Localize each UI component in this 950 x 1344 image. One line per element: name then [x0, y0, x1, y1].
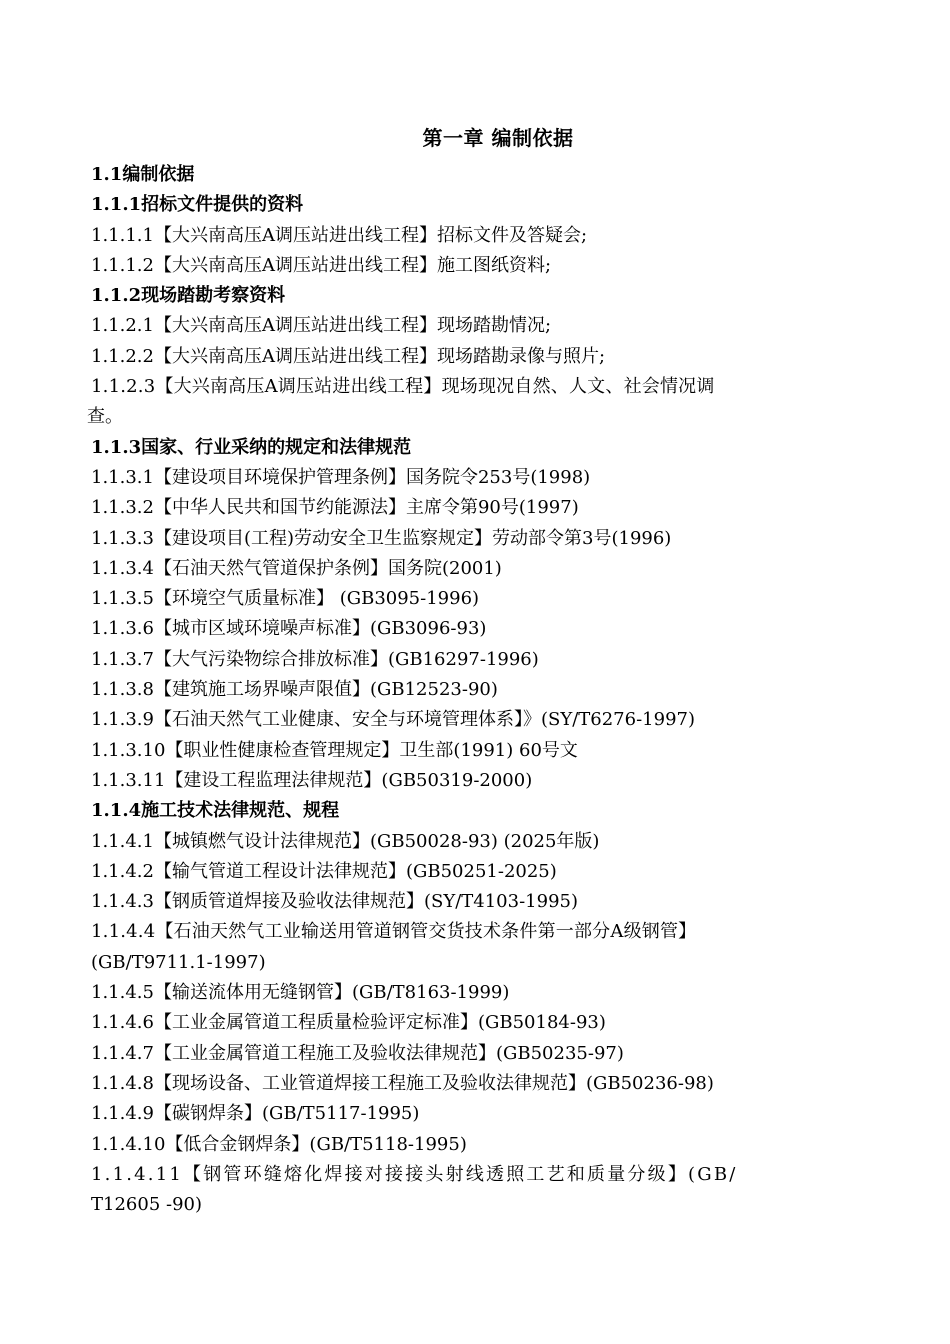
list-item: 1.1.1.2【大兴南高压A调压站进出线工程】施工图纸资料; — [91, 254, 552, 276]
list-item: 1.1.3.1【建设项目环境保护管理条例】国务院令253号(1998) — [91, 466, 591, 488]
list-item: 1.1.3.9【石油天然气工业健康、安全与环境管理体系】》(SY/T6276-1997) — [91, 709, 695, 731]
list-item: 1.1.3.2【中华人民共和国节约能源法】主席令第90号(1997) — [91, 497, 579, 519]
heading-1-1-3: 1.1.3国家、行业采纳的规定和法律规范 — [91, 436, 412, 458]
list-item: 1.1.3.10【职业性健康检查管理规定】卫生部(1991) 60号文 — [91, 739, 578, 761]
list-item-continuation: 查。 — [87, 406, 123, 428]
heading-1-1-1: 1.1.1招标文件提供的资料 — [91, 194, 304, 216]
list-item: 1.1.1.1【大兴南高压A调压站进出线工程】招标文件及答疑会; — [91, 224, 588, 246]
list-item: 1.1.4.10【低合金钢焊条】(GB/T5118-1995) — [91, 1133, 467, 1155]
heading-1-1-2: 1.1.2现场踏勘考察资料 — [91, 285, 286, 307]
list-item: 1.1.4.7【工业金属管道工程施工及验收法律规范】(GB50235-97) — [91, 1042, 624, 1064]
list-item: 1.1.4.2【输气管道工程设计法律规范】(GB50251-2025) — [91, 860, 557, 882]
heading-1-1: 1.1编制依据 — [91, 164, 195, 185]
list-item-continuation: T12605 -90) — [91, 1194, 202, 1216]
list-item: 1.1.3.3【建设项目(工程)劳动安全卫生监察规定】劳动部令第3号(1996) — [91, 527, 672, 549]
list-item: 1.1.3.8【建筑施工场界噪声限值】(GB12523-90) — [91, 679, 498, 701]
list-item: 1.1.4.11【钢管环缝熔化焊接对接接头射线透照工艺和质量分级】(GB/ — [91, 1163, 738, 1185]
list-item: 1.1.2.3【大兴南高压A调压站进出线工程】现场现况自然、人文、社会情况调 — [91, 376, 715, 398]
list-item: 1.1.2.2【大兴南高压A调压站进出线工程】现场踏勘录像与照片; — [91, 345, 606, 367]
list-item: 1.1.3.5【环境空气质量标准】 (GB3095-1996) — [91, 588, 480, 610]
list-item: 1.1.4.5【输送流体用无缝钢管】(GB/T8163-1999) — [91, 982, 510, 1004]
list-item: 1.1.3.4【石油天然气管道保护条例】国务院(2001) — [91, 557, 502, 579]
list-item: 1.1.4.9【碳钢焊条】(GB/T5117-1995) — [91, 1103, 420, 1125]
list-item: 1.1.4.6【工业金属管道工程质量检验评定标准】(GB50184-93) — [91, 1012, 606, 1034]
list-item: 1.1.4.8【现场设备、工业管道焊接工程施工及验收法律规范】(GB50236-98) — [91, 1072, 714, 1094]
list-item-continuation: (GB/T9711.1-1997) — [91, 951, 266, 973]
list-item: 1.1.3.7【大气污染物综合排放标准】(GB16297-1996) — [91, 648, 539, 670]
list-item: 1.1.4.4【石油天然气工业输送用管道钢管交货技术条件第一部分A级钢管】 — [91, 921, 697, 943]
list-item: 1.1.4.1【城镇燃气设计法律规范】(GB50028-93) (2025年版) — [91, 830, 600, 852]
list-item: 1.1.4.3【钢质管道焊接及验收法律规范】(SY/T4103-1995) — [91, 891, 579, 913]
list-item: 1.1.2.1【大兴南高压A调压站进出线工程】现场踏勘情况; — [91, 315, 552, 337]
list-item: 1.1.3.11【建设工程监理法律规范】(GB50319-2000) — [91, 769, 533, 791]
document-body — [87, 160, 866, 1220]
chapter-title: 第一章 编制依据 — [422, 126, 574, 150]
heading-1-1-4: 1.1.4施工技术法律规范、规程 — [91, 800, 340, 822]
list-item: 1.1.3.6【城市区域环境噪声标准】(GB3096-93) — [91, 618, 487, 640]
